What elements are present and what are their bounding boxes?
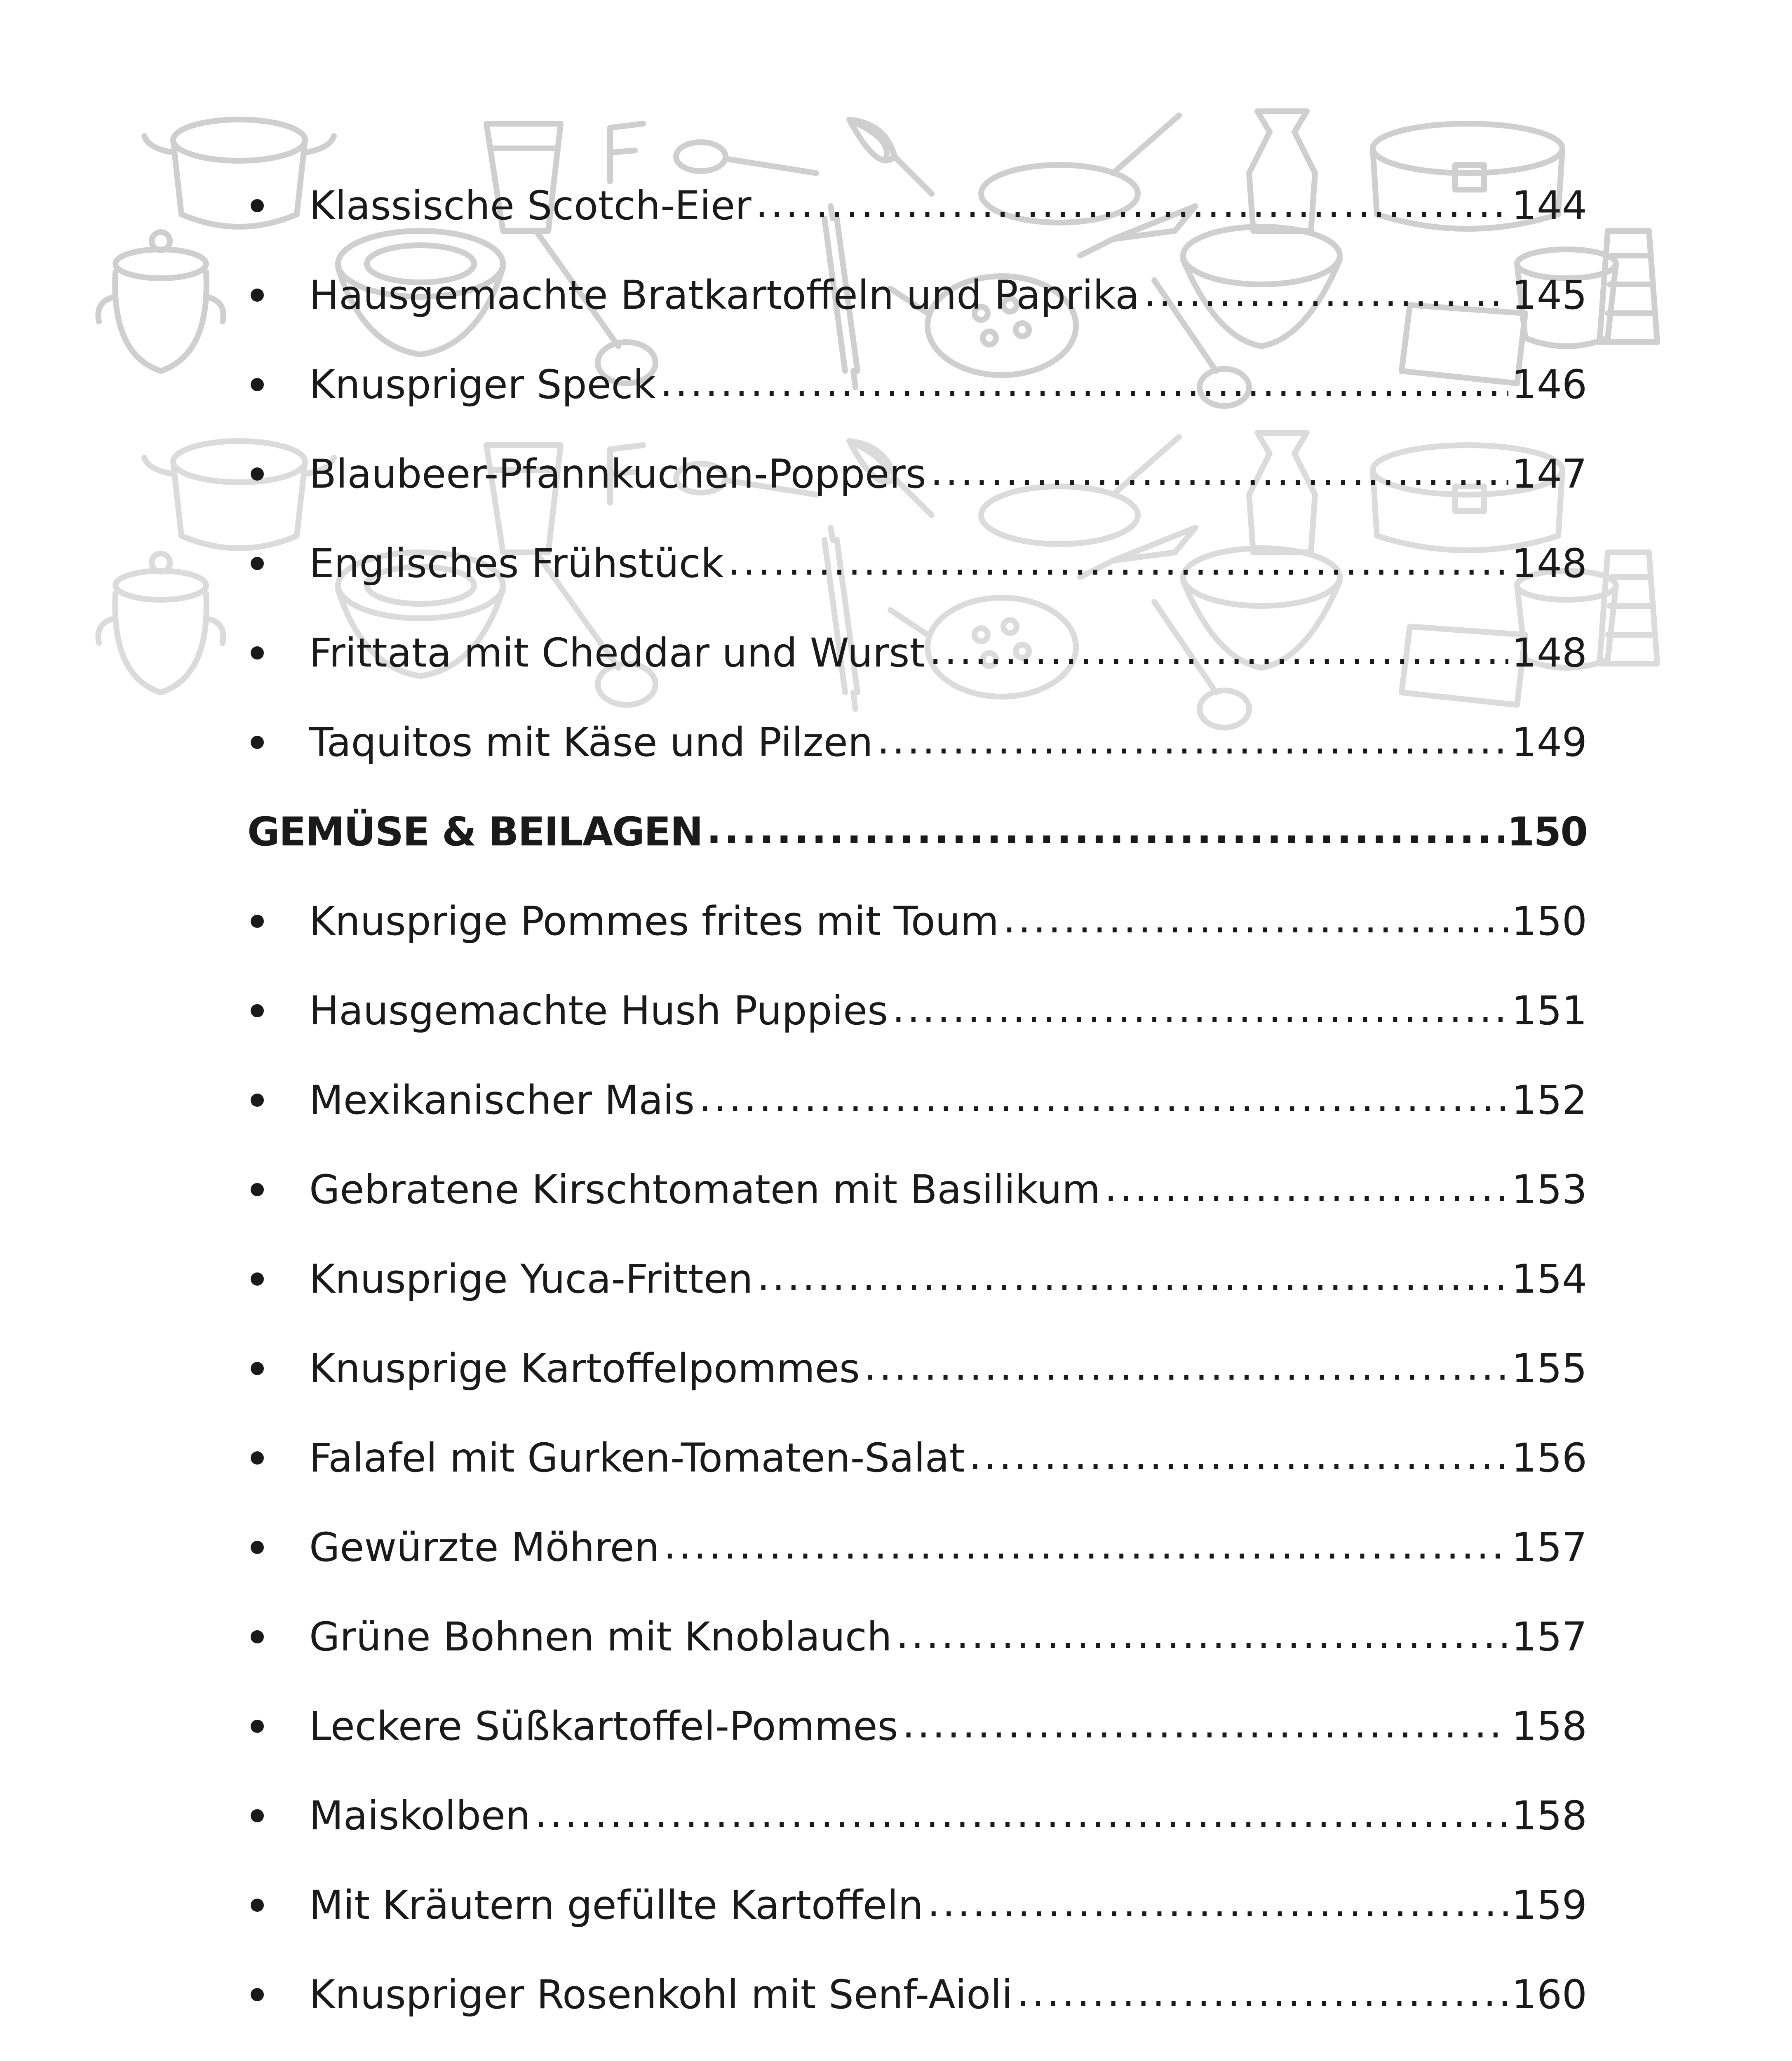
bullet-icon [251,1630,264,1643]
toc-page-number: 154 [1511,1256,1587,1302]
toc-entry[interactable] [247,1413,1587,1502]
dot-leader [929,633,1508,673]
toc-entry[interactable] [247,1145,1587,1234]
bullet-icon [251,199,264,212]
bullet-icon [251,1451,264,1465]
toc-entry[interactable] [247,1681,1587,1771]
toc-entry-title: Knusprige Kartoffelpommes [309,1345,860,1392]
bullet-icon [251,1004,264,1017]
dot-leader [930,454,1508,494]
toc-entry[interactable] [247,697,1587,787]
toc-page-number: 151 [1511,987,1587,1034]
toc-page-number: 159 [1511,1882,1587,1928]
dot-leader [664,1528,1508,1567]
toc-page-number: 149 [1511,719,1587,765]
toc-entry[interactable] [247,876,1587,966]
dot-leader [707,812,1504,852]
dot-leader [1144,275,1508,315]
toc-entry-title: Mexikanischer Mais [309,1077,695,1123]
toc-page-number: 148 [1511,540,1587,587]
bullet-icon [251,1899,264,1912]
toc-page-number: 152 [1511,1077,1587,1123]
toc-entry-title: Taquitos mit Käse und Pilzen [309,719,873,765]
toc-page-number: 158 [1511,1792,1587,1839]
toc-entry[interactable] [247,1950,1587,2039]
toc-entry-title: Knusprige Yuca-Fritten [309,1256,753,1302]
toc-entry[interactable] [247,2039,1587,2061]
table-of-contents [247,161,1587,2061]
toc-entry[interactable] [247,161,1587,250]
bullet-icon [251,1094,264,1107]
toc-entry[interactable] [247,250,1587,340]
toc-entry-title: Knuspriger Speck [309,361,656,408]
bullet-icon [251,1988,264,2001]
bullet-icon [251,378,264,391]
toc-entry-title: Knusprige Pommes frites mit Toum [309,898,999,944]
toc-entry-title: Hausgemachte Bratkartoffeln und Paprika [309,272,1140,318]
dot-leader [1104,1170,1508,1209]
dot-leader [757,1259,1508,1299]
bullet-icon [251,1720,264,1733]
toc-entry-title: Maiskolben [309,1792,531,1839]
toc-page-number: 145 [1511,272,1587,318]
dot-leader [877,723,1508,762]
toc-page-number: 160 [1511,1971,1587,2018]
bullet-icon [251,1183,264,1196]
bullet-icon [251,1541,264,1554]
bullet-icon [251,1809,264,1822]
toc-entry[interactable] [247,1234,1587,1324]
dot-leader [1003,901,1508,941]
toc-entry[interactable] [247,1592,1587,1681]
dot-leader [660,365,1508,404]
toc-entry-title: Gebratene Kirschtomaten mit Basilikum [309,1166,1101,1213]
toc-entry-title: Grüne Bohnen mit Knoblauch [309,1613,892,1660]
toc-page-number: 156 [1511,1434,1587,1481]
toc-entry[interactable] [247,966,1587,1055]
toc-entry[interactable] [247,429,1587,519]
toc-entry[interactable] [247,1502,1587,1592]
toc-entry-title: Leckere Süßkartoffel-Pommes [309,1703,898,1749]
dot-leader [902,1707,1508,1746]
toc-entry-title: GEMÜSE & BEILAGEN [247,808,702,855]
toc-page-number: 146 [1511,361,1587,408]
toc-entry-title: Mit Kräutern gefüllte Kartoffeln [309,1882,923,1928]
dot-leader [699,1080,1508,1120]
toc-entry-title: Gewürzte Möhren [309,1524,660,1570]
dot-leader [896,1617,1508,1657]
dot-leader [728,544,1508,583]
toc-page-number: 157 [1511,1524,1587,1570]
toc-page-number: 153 [1511,1166,1587,1213]
bullet-icon [251,1272,264,1286]
toc-entry[interactable] [247,1771,1587,1860]
toc-entry-title: Klassische Scotch-Eier [309,182,752,229]
toc-entry-title: Knuspriger Rosenkohl mit Senf-Aioli [309,1971,1013,2018]
toc-entry[interactable] [247,1324,1587,1413]
bullet-icon [251,646,264,660]
toc-page-number: 150 [1507,808,1587,855]
toc-page-number: 147 [1511,451,1587,497]
dot-leader [756,186,1508,225]
toc-entry[interactable] [247,519,1587,608]
toc-entry[interactable] [247,1860,1587,1950]
dot-leader [892,991,1508,1030]
toc-entry-title: Blaubeer-Pfannkuchen-Poppers [309,451,926,497]
toc-page-number: 144 [1511,182,1587,229]
toc-entry-title: Englisches Frühstück [309,540,724,587]
bullet-icon [251,736,264,749]
bullet-icon [251,915,264,928]
bullet-icon [251,1362,264,1375]
dot-leader [864,1349,1508,1388]
dot-leader [1017,1975,1508,2014]
toc-page-number: 150 [1511,898,1587,944]
toc-entry[interactable] [247,1055,1587,1145]
toc-page-number: 148 [1511,629,1587,676]
toc-entry-title: Frittata mit Cheddar und Wurst [309,629,925,676]
toc-page-number: 158 [1511,1703,1587,1749]
toc-page-number: 155 [1511,1345,1587,1392]
toc-entry[interactable] [247,608,1587,697]
bullet-icon [251,467,264,481]
toc-entry-title: Falafel mit Gurken-Tomaten-Salat [309,1434,965,1481]
bullet-icon [251,557,264,570]
toc-section-heading[interactable] [247,787,1587,876]
dot-leader [535,1796,1508,1836]
dot-leader [927,1885,1508,1925]
toc-entry-title: Hausgemachte Hush Puppies [309,987,888,1034]
toc-entry[interactable] [247,340,1587,429]
bullet-icon [251,289,264,302]
toc-page-number: 157 [1511,1613,1587,1660]
dot-leader [969,1438,1508,1478]
